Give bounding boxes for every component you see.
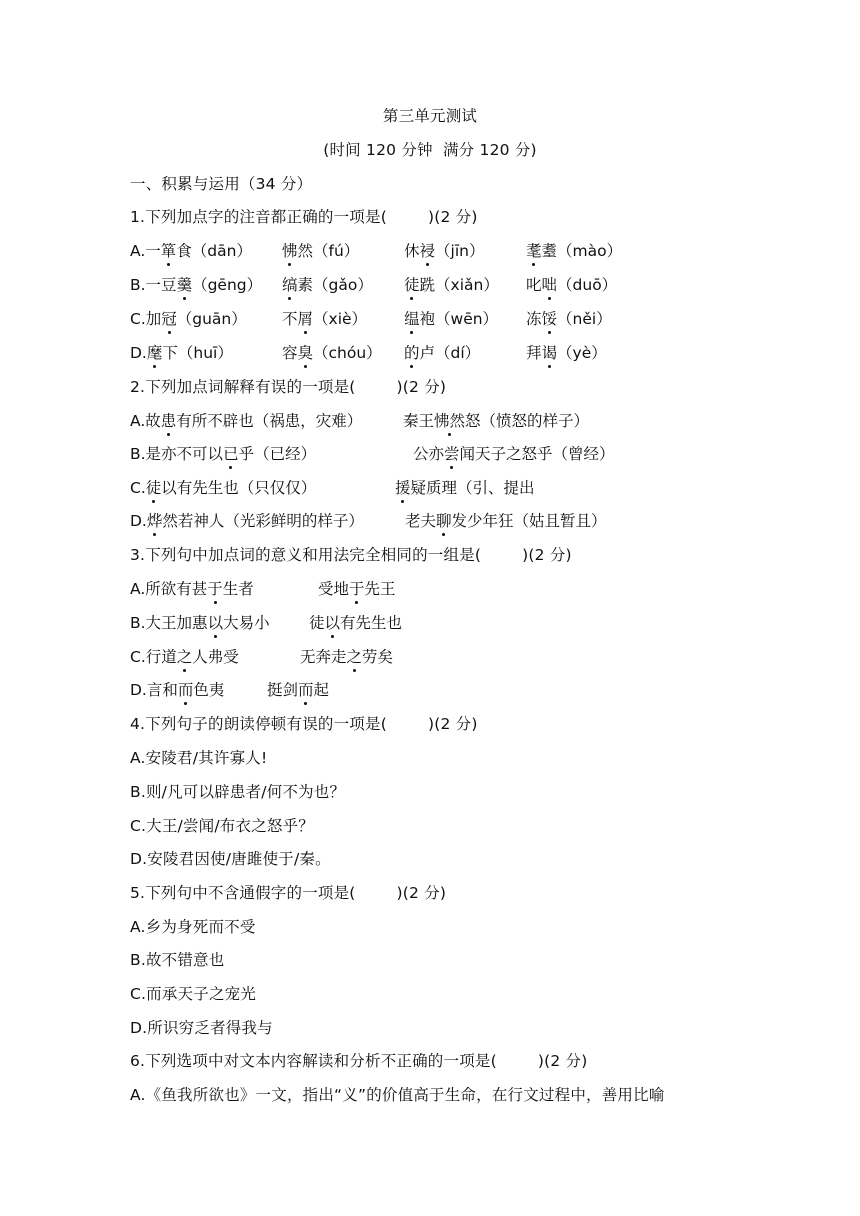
q2-c-2: 援疑质理（引、提出 [395, 479, 535, 497]
q3-b-1: B.大王加惠以大易小 [130, 614, 270, 632]
section-heading: 一、积累与运用（34 分） [130, 175, 313, 193]
q1-c-1: C.加冠（guān） [130, 310, 247, 328]
q3-d-1: D.言和而色夷 [130, 681, 225, 699]
q1-a-2: 怫然（fú） [282, 242, 360, 260]
q4-option-d: D.安陵君因使/唐雎使于/秦。 [130, 850, 331, 868]
q2-b-2: 公亦尝闻天子之怒乎（曾经） [413, 445, 615, 463]
q1-a-1: A.一箪食（dān） [130, 242, 252, 260]
q5-option-a: A.乡为身死而不受 [130, 918, 256, 936]
q3-a-1: A.所欲有甚于生者 [130, 580, 254, 598]
q1-b-1: B.一豆羹（gēng） [130, 276, 263, 294]
q1-a-3: 休祲（jīn） [404, 242, 485, 260]
q2-a-1: A.故患有所不辟也（祸患，灾难） [130, 412, 363, 430]
question-3-stem: 3.下列句中加点词的意义和用法完全相同的一组是( )(2 分) [130, 546, 572, 564]
question-1-stem: 1.下列加点字的注音都正确的一项是( )(2 分) [130, 208, 478, 226]
q4-option-a: A.安陵君/其许寡人! [130, 749, 268, 767]
q1-c-4: 冻馁（něi） [526, 310, 612, 328]
q1-b-4: 叱咄（duō） [526, 276, 618, 294]
question-4-stem: 4.下列句子的朗读停顿有误的一项是( )(2 分) [130, 715, 478, 733]
question-5-stem: 5.下列句中不含通假字的一项是( )(2 分) [130, 884, 447, 902]
q5-option-c: C.而承天子之宠光 [130, 985, 257, 1003]
q1-d-4: 拜谒（yè） [526, 344, 607, 362]
q2-d-2: 老夫聊发少年狂（姑且暂且） [405, 512, 607, 530]
q4-option-c: C.大王/尝闻/布衣之怒乎？ [130, 817, 314, 835]
q3-c-2: 无奔走之劳矣 [300, 648, 394, 666]
q1-b-2: 缟素（gǎo） [282, 276, 373, 294]
q4-option-b: B.则/凡可以辟患者/何不为也？ [130, 783, 346, 801]
q1-d-1: D.麾下（huī） [130, 344, 233, 362]
q3-a-2: 受地于先王 [318, 580, 396, 598]
page-subtitle: (时间 120 分钟 满分 120 分) [323, 141, 537, 159]
q1-b-3: 徒跣（xiǎn） [404, 276, 499, 294]
q5-option-d: D.所识穷乏者得我与 [130, 1019, 273, 1037]
q2-a-2: 秦王怫然怒（愤怒的样子） [403, 412, 590, 430]
q3-c-1: C.行道之人弗受 [130, 648, 239, 666]
q1-a-4: 耄耋（mào） [526, 242, 623, 260]
q1-c-2: 不屑（xiè） [282, 310, 368, 328]
q2-d-1: D.烨然若神人（光彩鲜明的样子） [130, 512, 364, 530]
q6-option-a: A.《鱼我所欲也》一文，指出“义”的价值高于生命，在行文过程中，善用比喻 [130, 1086, 665, 1104]
page-title: 第三单元测试 [382, 107, 478, 125]
q1-d-2: 容臭（chóu） [282, 344, 382, 362]
q2-b-1: B.是亦不可以已乎（已经） [130, 445, 317, 463]
q3-b-2: 徒以有先生也 [309, 614, 403, 632]
question-2-stem: 2.下列加点词解释有误的一项是( )(2 分) [130, 378, 447, 396]
q1-c-3: 缊袍（wēn） [404, 310, 499, 328]
question-6-stem: 6.下列选项中对文本内容解读和分析不正确的一项是( )(2 分) [130, 1052, 588, 1070]
q1-d-3: 的卢（dí） [404, 344, 481, 362]
q5-option-b: B.故不错意也 [130, 951, 225, 969]
q2-c-1: C.徒以有先生也（只仅仅） [130, 479, 317, 497]
q3-d-2: 挺剑而起 [267, 681, 330, 699]
